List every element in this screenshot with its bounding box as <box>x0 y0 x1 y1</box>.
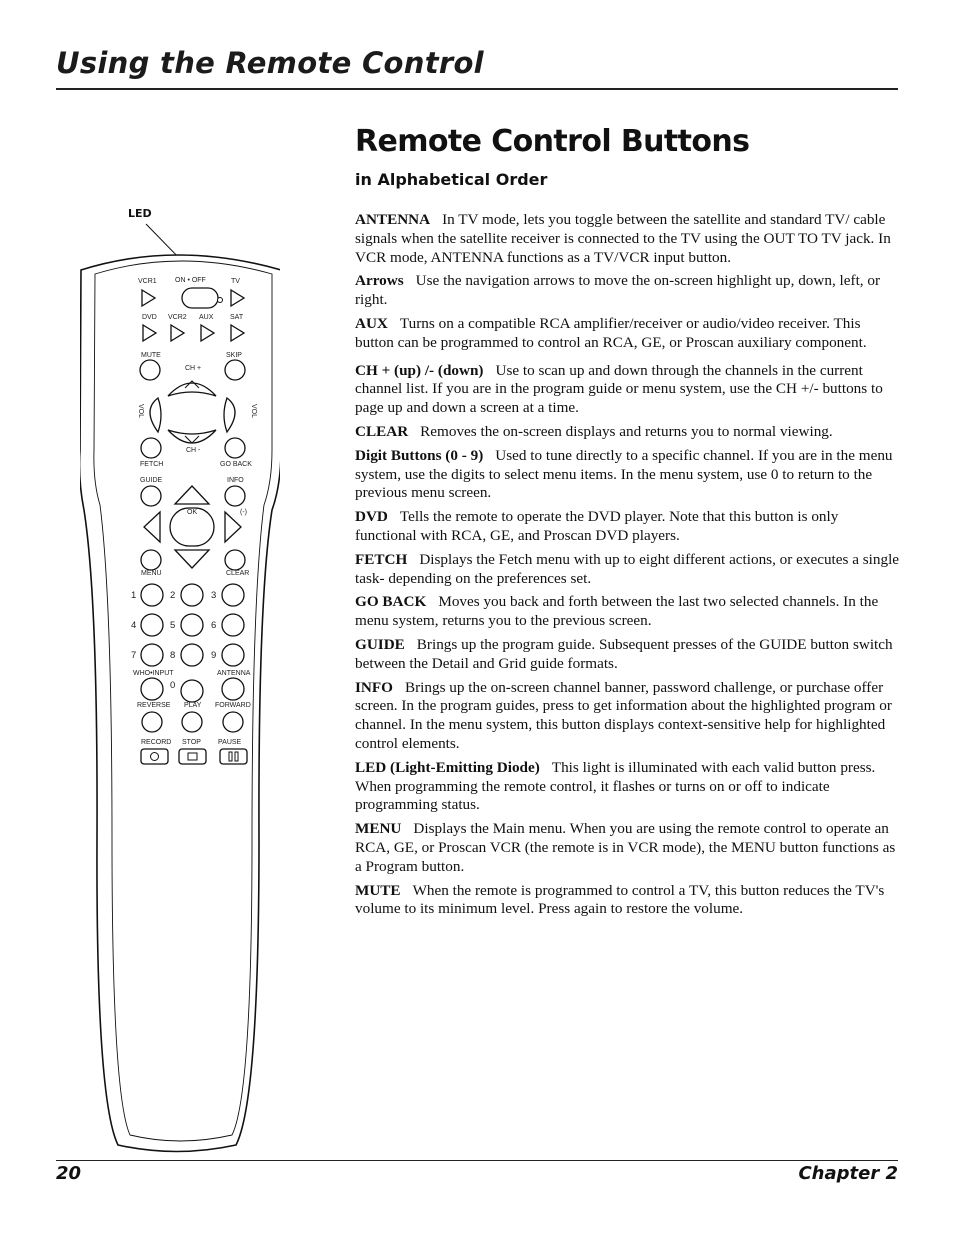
antenna-label: ANTENNA <box>217 670 251 677</box>
pause-label: PAUSE <box>218 739 242 746</box>
entry-term: GO BACK <box>355 593 427 611</box>
entry-term: DVD <box>355 508 388 526</box>
entry-clear <box>355 423 900 442</box>
tv-label: TV <box>231 278 240 285</box>
clear-label: CLEAR <box>226 570 250 577</box>
fetch-label: FETCH <box>140 461 164 468</box>
digit-8-button[interactable] <box>181 644 203 666</box>
entry-text: Use to scan up and down through the channels in the current channel list. If you are in the program guide or menu system, use the CH +/- buttons to page up and down a screen at a time. <box>355 361 883 417</box>
entry-term: Arrows <box>355 272 404 290</box>
digit-6-label: 6 <box>211 620 217 631</box>
led-indicator <box>218 298 223 303</box>
entry-term: MENU <box>355 820 402 838</box>
entry-text: Brings up the on-screen channel banner, password challenge, or purchase offer screen. In the program guides, press to get information about the highlighted program or channel. In the menu system, this button displays context-sensitive help for highlighted control elements. <box>355 678 892 752</box>
dvd-label: DVD <box>142 314 157 321</box>
digit-4-label: 4 <box>131 620 137 631</box>
digit-0-label: 0 <box>170 680 176 691</box>
stop-label: STOP <box>182 739 201 746</box>
digit-0-button[interactable] <box>181 680 203 702</box>
entry-guide <box>355 636 900 674</box>
sat-label: SAT <box>230 314 244 321</box>
digit-2-button[interactable] <box>181 584 203 606</box>
info-label: INFO <box>227 477 244 484</box>
digit-3-label: 3 <box>211 590 217 601</box>
minus-label: (-) <box>240 509 247 516</box>
vol-right-label: VOL <box>250 404 257 419</box>
onoff-button[interactable] <box>182 288 218 308</box>
play-button[interactable] <box>182 712 202 732</box>
mute-button[interactable] <box>140 360 160 380</box>
aux-label: AUX <box>199 314 214 321</box>
entry-digits <box>355 447 900 503</box>
reverse-label: REVERSE <box>137 702 171 709</box>
entry-menu <box>355 820 900 876</box>
menu-label: MENU <box>141 570 162 577</box>
whoinput-label: WHO•INPUT <box>133 670 174 677</box>
entry-text: Brings up the program guide. Subsequent presses of the GUIDE button switch between the Detail and Grid guide formats. <box>355 635 893 672</box>
led-label: LED <box>128 207 152 220</box>
record-label: RECORD <box>141 739 172 746</box>
button-descriptions <box>355 211 900 924</box>
entry-text: Turns on a compatible RCA amplifier/receiver or audio/video receiver. This button can be programmed to control an RCA, GE, or Proscan auxiliary component. <box>355 314 867 351</box>
entry-led <box>355 759 900 815</box>
vcr2-label: VCR2 <box>168 314 187 321</box>
digit-4-button[interactable] <box>141 614 163 636</box>
digit-5-label: 5 <box>170 620 176 631</box>
entry-text: This light is illuminated with each valid button press. When programming the remote control, it flashes or turns on or off to indicate programming status. <box>355 758 876 814</box>
digit-7-button[interactable] <box>141 644 163 666</box>
entry-aux <box>355 315 900 353</box>
entry-term: MUTE <box>355 881 401 899</box>
digit-2-label: 2 <box>170 590 176 601</box>
entry-text: Removes the on-screen displays and returns you to normal viewing. <box>420 422 833 440</box>
digit-6-button[interactable] <box>222 614 244 636</box>
digit-1-button[interactable] <box>141 584 163 606</box>
entry-text: When the remote is programmed to control a TV, this button reduces the TV's volume to its minimum level. Press again to restore the volume. <box>355 881 885 918</box>
entry-term: INFO <box>355 678 393 696</box>
entry-text: Moves you back and forth between the last two selected channels. In the menu system, returns you to the previous screen. <box>355 593 879 630</box>
skip-button[interactable] <box>225 360 245 380</box>
entry-text: Tells the remote to operate the DVD player. Note that this button is only functional with RCA, GE, and Proscan DVD players. <box>355 508 839 544</box>
entry-text: Used to tune directly to a specific channel. If you are in the menu system, use the digits to select menu items. In the menu system, use 0 to return to the previous menu screen. <box>355 446 893 502</box>
entry-goback <box>355 593 900 631</box>
entry-text: Displays the Main menu. When you are using the remote control to operate an RCA, GE, or Proscan VCR (the remote is in VCR mode), the MENU button functions as a Program button. <box>355 820 896 875</box>
antenna-button[interactable] <box>222 678 244 700</box>
guide-button[interactable] <box>141 486 161 506</box>
stop-button[interactable] <box>179 749 206 764</box>
skip-label: SKIP <box>226 352 242 359</box>
section-title: Remote Control Buttons <box>355 124 750 159</box>
section-subtitle: in Alphabetical Order <box>355 170 548 189</box>
footer-rule <box>56 1160 898 1161</box>
digit-1-label: 1 <box>131 590 137 601</box>
whoinput-button[interactable] <box>141 678 163 700</box>
entry-term: LED (Light-Emitting Diode) <box>355 758 540 776</box>
header-title: Using the Remote Control <box>56 46 484 80</box>
goback-button[interactable] <box>225 438 245 458</box>
info-button[interactable] <box>225 486 245 506</box>
entry-fetch <box>355 551 900 589</box>
forward-button[interactable] <box>223 712 243 732</box>
play-label: PLAY <box>184 702 202 709</box>
menu-button[interactable] <box>141 550 161 570</box>
entry-dvd <box>355 508 900 546</box>
digit-3-button[interactable] <box>222 584 244 606</box>
entry-term: AUX <box>355 314 388 332</box>
ok-label: OK <box>187 509 198 516</box>
pause-button[interactable] <box>220 749 247 764</box>
header-rule <box>56 88 898 90</box>
digit-5-button[interactable] <box>181 614 203 636</box>
vcr1-label: VCR1 <box>138 278 157 285</box>
mute-label: MUTE <box>141 352 161 359</box>
entry-text: In TV mode, lets you toggle between the satellite and standard TV/ cable signals when the satellite receiver is connected to the TV using the OUT TO TV jack. In VCR mode, ANTENNA functions as a TV/VCR input button. <box>355 211 891 266</box>
forward-label: FORWARD <box>215 702 251 709</box>
entry-term: GUIDE <box>355 635 405 653</box>
entry-ch <box>355 362 900 418</box>
entry-term: Digit Buttons (0 - 9) <box>355 446 484 464</box>
record-button[interactable] <box>141 749 168 764</box>
digit-7-label: 7 <box>131 650 137 661</box>
digit-8-label: 8 <box>170 650 176 661</box>
entry-term: CH + (up) /- (down) <box>355 361 484 379</box>
remote-control-illustration <box>80 200 280 1155</box>
entry-term: ANTENNA <box>355 211 431 228</box>
fetch-button[interactable] <box>141 438 161 458</box>
goback-label: GO BACK <box>220 461 252 468</box>
entry-arrows <box>355 272 900 310</box>
digit-9-label: 9 <box>211 650 217 661</box>
entry-info <box>355 679 900 754</box>
reverse-button[interactable] <box>142 712 162 732</box>
entry-text: Displays the Fetch menu with up to eight different actions, or executes a single task- depending on the preferences set. <box>355 550 900 587</box>
onoff-label: ON • OFF <box>175 277 206 284</box>
digit-9-button[interactable] <box>222 644 244 666</box>
clear-button[interactable] <box>225 550 245 570</box>
entry-term: CLEAR <box>355 422 409 440</box>
page-number: 20 <box>56 1163 82 1184</box>
chapter-label: Chapter 2 <box>798 1163 898 1184</box>
entry-text: Use the navigation arrows to move the on-screen highlight up, down, left, or right. <box>355 272 881 309</box>
ch-plus-label: CH + <box>185 365 202 372</box>
entry-term: FETCH <box>355 550 408 568</box>
entry-mute <box>355 882 900 920</box>
ch-minus-label: CH - <box>186 447 201 454</box>
entry-antenna <box>355 211 900 267</box>
vol-left-label: VOL <box>137 404 144 419</box>
guide-label: GUIDE <box>140 477 163 484</box>
